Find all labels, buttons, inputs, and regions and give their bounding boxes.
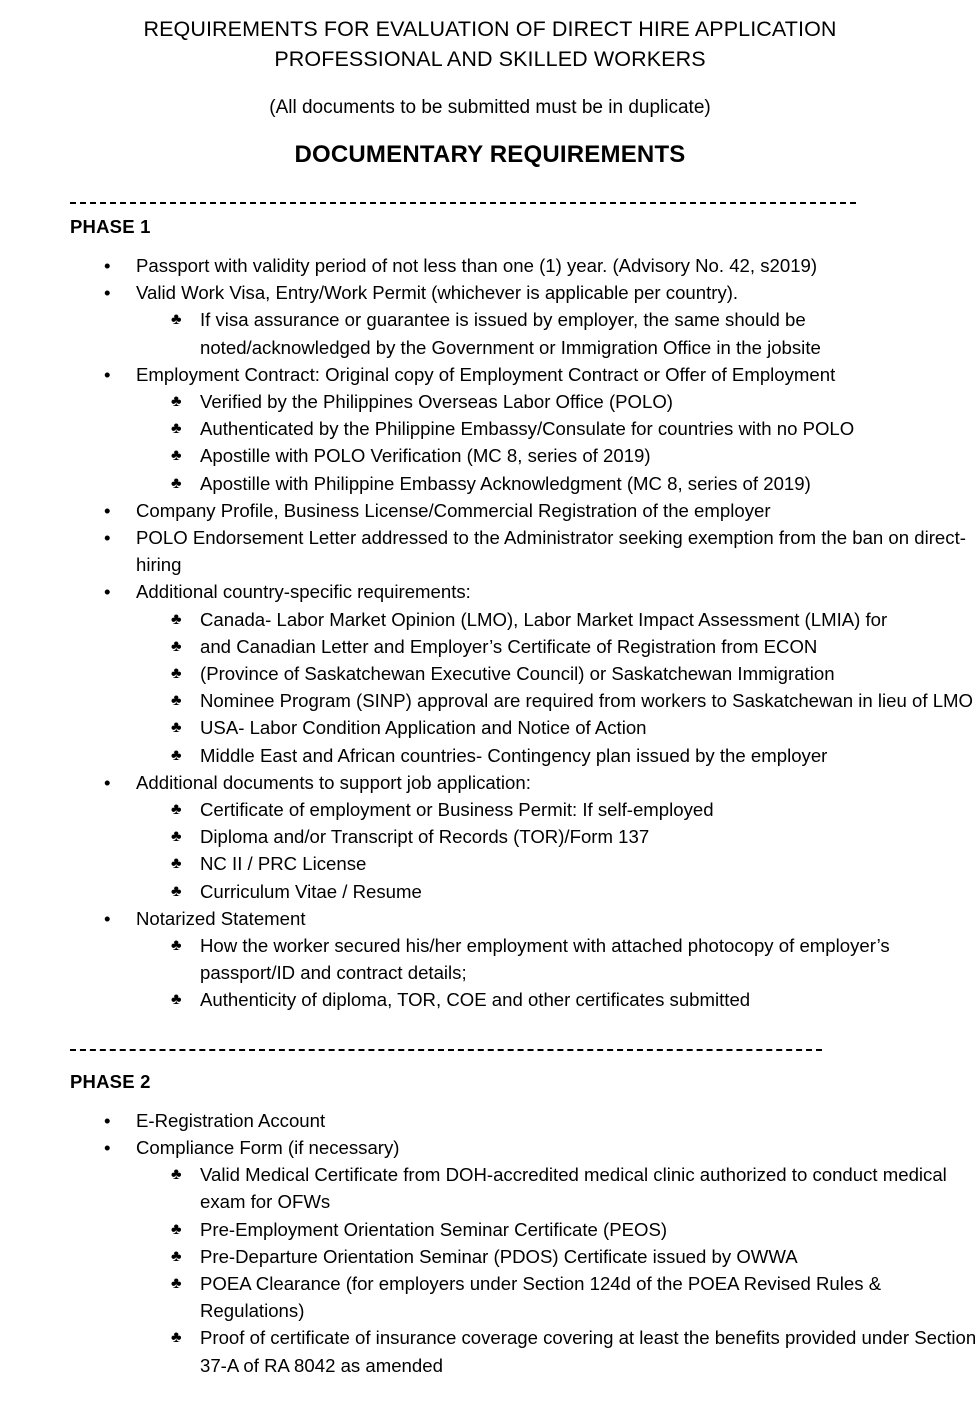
requirement-item: [0, 905, 980, 932]
requirement-subitem: [0, 687, 980, 714]
requirement-item: [0, 1107, 980, 1134]
separator-bottom-wrap: [0, 1040, 980, 1062]
club-icon: ♣: [171, 719, 182, 737]
bullet-icon: •: [104, 907, 111, 929]
spacer: [0, 1062, 980, 1070]
requirement-text: E-Registration Account: [136, 1109, 326, 1131]
requirement-subitem-text: Authenticity of diploma, TOR, COE and other certificates submitted: [200, 989, 751, 1011]
bullet-icon: •: [104, 363, 111, 385]
dashed-separator-1: [70, 202, 856, 204]
requirement-text: POLO Endorsement Letter addressed to the Administrator seeking exemption from the ban on direct-hiring: [136, 527, 966, 576]
requirement-text: Valid Work Visa, Entry/Work Permit (whichever is applicable per country).: [136, 282, 739, 304]
requirement-item: [0, 252, 980, 279]
phase-1-heading: PHASE 1: [70, 216, 151, 237]
requirement-subitem-text: Middle East and African countries- Contingency plan issued by the employer: [200, 744, 828, 766]
requirement-text: Passport with validity period of not less than one (1) year. (Advisory No. 42, s2019): [136, 255, 818, 276]
requirement-subitem: [0, 388, 980, 415]
phase-2-heading: PHASE 2: [70, 1070, 151, 1092]
club-icon: ♣: [171, 393, 182, 411]
club-icon: ♣: [171, 1166, 182, 1184]
club-icon: ♣: [171, 692, 182, 710]
requirement-subitem-text: Proof of certificate of insurance coverage covering at least the benefits provided under Section 37-A of RA 8042 as amended: [200, 1327, 977, 1376]
requirement-subitem-text: POEA Clearance (for employers under Section 124d of the POEA Revised Rules & Regulations): [200, 1272, 882, 1322]
requirement-subitem: [0, 1243, 980, 1270]
spacer: [0, 239, 980, 252]
bullet-icon: •: [104, 499, 111, 521]
requirement-text: Company Profile, Business License/Commercial Registration of the employer: [136, 499, 771, 521]
requirement-subitem-text: Valid Medical Certificate from DOH-accredited medical clinic authorized to conduct medical exam for OFWs: [200, 1164, 947, 1213]
club-icon: ♣: [171, 828, 182, 846]
requirement-subitem: [0, 1324, 980, 1378]
requirement-sublist: [0, 606, 980, 769]
requirement-item: [0, 1134, 980, 1161]
requirement-subitem-text: Nominee Program (SINP) approval are required from workers to Saskatchewan in lieu of LMO: [200, 690, 973, 712]
bullet-icon: •: [104, 527, 111, 549]
requirement-sublist: [0, 796, 980, 905]
club-icon: ♣: [171, 610, 182, 628]
requirement-subitem: [0, 633, 980, 660]
phase-1-list: [0, 252, 980, 1014]
requirement-subitem-text: Apostille with Philippine Embassy Acknowledgment (MC 8, series of 2019): [200, 472, 811, 494]
bullet-icon: •: [104, 1109, 111, 1131]
requirement-sublist: [0, 388, 980, 497]
requirement-subitem: [0, 742, 980, 769]
requirement-sublist: [0, 306, 980, 360]
requirement-text: Notarized Statement: [136, 907, 306, 929]
requirement-subitem: [0, 878, 980, 905]
requirement-subitem-text: Diploma and/or Transcript of Records (TOR)/Form 137: [200, 826, 650, 848]
club-icon: ♣: [171, 474, 182, 492]
requirement-subitem: [0, 932, 980, 986]
requirement-subitem: [0, 660, 980, 687]
bullet-icon: •: [104, 282, 111, 304]
club-icon: ♣: [171, 311, 182, 329]
bullet-icon: •: [104, 1136, 111, 1158]
requirement-subitem-text: Apostille with POLO Verification (MC 8, series of 2019): [200, 445, 651, 467]
requirement-subitem-text: Curriculum Vitae / Resume: [200, 880, 422, 902]
club-icon: ♣: [171, 420, 182, 438]
requirement-subitem: [0, 823, 980, 850]
requirement-subitem-text: Authenticated by the Philippine Embassy/Consulate for countries with no POLO: [200, 418, 855, 440]
requirement-subitem-text: NC II / PRC License: [200, 853, 367, 875]
requirement-subitem: [0, 850, 980, 877]
requirement-subitem: [0, 986, 980, 1013]
club-icon: ♣: [171, 855, 182, 873]
section-heading: DOCUMENTARY REQUIREMENTS: [294, 141, 686, 168]
requirement-subitem-text: How the worker secured his/her employment with attached photocopy of employer’s passport/ID and contract details;: [200, 935, 890, 984]
requirement-item: [0, 524, 980, 578]
requirement-subitem-text: Certificate of employment or Business Permit: If self-employed: [200, 799, 714, 821]
document-header: [0, 0, 980, 171]
phase-2-list: [0, 1107, 980, 1379]
document-subtitle: (All documents to be submitted must be in duplicate): [269, 97, 711, 118]
requirement-subitem-text: (Province of Saskatchewan Executive Council) or Saskatchewan Immigration: [200, 663, 835, 685]
club-icon: ♣: [171, 1220, 182, 1238]
requirement-text: Compliance Form (if necessary): [136, 1136, 400, 1158]
club-icon: ♣: [171, 882, 182, 900]
dashed-separator-2: [70, 1049, 822, 1051]
requirement-subitem: [0, 1270, 980, 1324]
requirement-subitem-text: Verified by the Philippines Overseas Labor Office (POLO): [200, 391, 673, 413]
requirement-subitem-text: Canada- Labor Market Opinion (LMO), Labor Market Impact Assessment (LMIA) for: [200, 608, 888, 630]
requirement-subitem-text: Pre-Employment Orientation Seminar Certificate (PEOS): [200, 1218, 668, 1240]
requirement-text: Additional documents to support job application:: [136, 771, 531, 793]
requirement-subitem-text: If visa assurance or guarantee is issued by employer, the same should be noted/acknowledged by the Government or Immigration Office in the jobsite: [200, 309, 821, 358]
requirement-subitem-text: Pre-Departure Orientation Seminar (PDOS) Certificate issued by OWWA: [200, 1245, 798, 1267]
bullet-icon: •: [104, 581, 111, 603]
requirement-subitem: [0, 714, 980, 741]
requirement-subitem: [0, 470, 980, 497]
requirement-subitem: [0, 606, 980, 633]
requirement-sublist: [0, 1161, 980, 1379]
requirement-subitem-text: USA- Labor Condition Application and Notice of Action: [200, 717, 647, 739]
requirement-text: Employment Contract: Original copy of Employment Contract or Offer of Employment: [136, 363, 836, 385]
requirement-item: [0, 497, 980, 524]
club-icon: ♣: [171, 937, 182, 955]
document-title-line-1: REQUIREMENTS FOR EVALUATION OF DIRECT HIRE APPLICATION: [143, 17, 837, 41]
club-icon: ♣: [171, 1247, 182, 1265]
requirement-subitem-text: and Canadian Letter and Employer’s Certificate of Registration from ECON: [200, 635, 818, 657]
spacer: [0, 1014, 980, 1040]
document-title-line-2: PROFESSIONAL AND SKILLED WORKERS: [274, 47, 706, 71]
club-icon: ♣: [171, 665, 182, 683]
club-icon: ♣: [171, 801, 182, 819]
club-icon: ♣: [171, 637, 182, 655]
requirement-item: [0, 769, 980, 796]
club-icon: ♣: [171, 1274, 182, 1292]
bullet-icon: •: [104, 255, 111, 276]
requirement-item: [0, 578, 980, 605]
bullet-icon: •: [104, 771, 111, 793]
requirement-subitem: [0, 796, 980, 823]
separator-top-wrap: [0, 193, 980, 215]
requirement-subitem: [0, 306, 980, 360]
club-icon: ♣: [171, 447, 182, 465]
requirement-item: [0, 279, 980, 306]
requirement-subitem: [0, 415, 980, 442]
requirement-sublist: [0, 932, 980, 1014]
requirement-subitem: [0, 1216, 980, 1243]
club-icon: ♣: [171, 991, 182, 1009]
spacer: [0, 1094, 980, 1107]
requirement-subitem: [0, 1161, 980, 1215]
club-icon: ♣: [171, 1329, 182, 1347]
requirement-text: Additional country-specific requirements:: [136, 581, 471, 603]
requirement-item: [0, 361, 980, 388]
requirement-subitem: [0, 442, 980, 469]
club-icon: ♣: [171, 746, 182, 764]
